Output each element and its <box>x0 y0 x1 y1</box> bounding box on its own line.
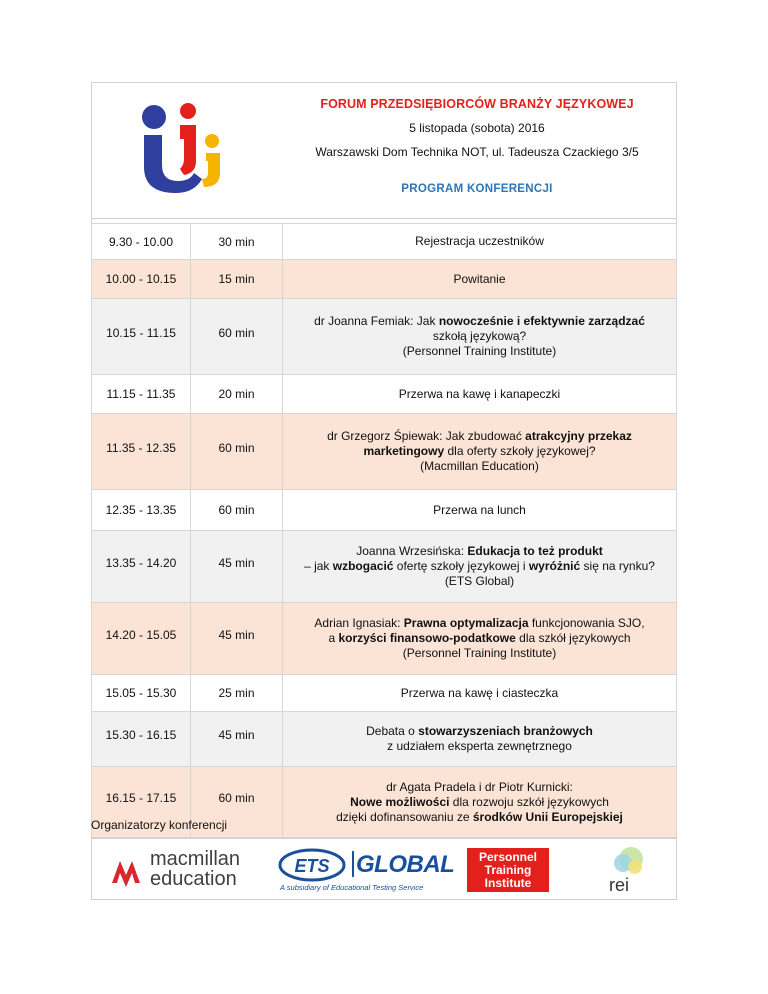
pti-logo <box>467 848 549 892</box>
row-time: 9.30 - 10.00 <box>92 224 191 260</box>
row-description <box>283 224 677 260</box>
description-line <box>283 314 676 329</box>
bold-segment: korzyści finansowo-podatkowe <box>338 631 516 645</box>
event-date: 5 listopada (sobota) 2016 <box>409 121 545 135</box>
row-duration: 20 min <box>191 375 283 414</box>
program-title: PROGRAM KONFERENCJI <box>401 183 553 195</box>
description-line <box>283 459 676 474</box>
row-description <box>283 260 677 299</box>
description-line <box>283 234 676 249</box>
row-description <box>283 767 677 838</box>
row-description <box>283 712 677 767</box>
description-line <box>283 686 676 701</box>
text-segment: dla oferty szkoły językowej? <box>444 444 596 458</box>
text-segment: z udziałem eksperta zewnętrznego <box>387 739 572 753</box>
description-line <box>283 780 676 795</box>
schedule-table <box>91 223 677 838</box>
row-description <box>283 675 677 712</box>
description-line <box>283 429 676 444</box>
row-description <box>283 531 677 603</box>
text-segment: szkołą językową? <box>432 329 527 343</box>
description-line <box>283 810 676 825</box>
description-line <box>283 739 676 754</box>
description-line <box>283 574 676 589</box>
bold-segment: Edukacja to też produkt <box>467 544 603 558</box>
row-time: 13.35 - 14.20 <box>92 531 191 603</box>
text-segment: ofertę szkoły językowej i <box>393 559 529 573</box>
bold-segment: nowocześnie i efektywnie zarządzać <box>438 314 645 328</box>
row-duration: 45 min <box>191 603 283 675</box>
row-time: 14.20 - 15.05 <box>92 603 191 675</box>
row-duration: 25 min <box>191 675 283 712</box>
row-time: 11.35 - 12.35 <box>92 414 191 490</box>
text-segment: dr Joanna Femiak: Jak <box>314 314 439 328</box>
bold-segment: stowarzyszeniach branżowych <box>418 724 593 738</box>
text-segment: a <box>328 631 339 645</box>
rei-logo <box>597 843 657 897</box>
header-text <box>282 97 672 195</box>
text-segment: Debata o <box>366 724 419 738</box>
bold-segment: Nowe możliwości <box>350 794 450 809</box>
ets-subtitle: A subsidiary of Educational Testing Service <box>280 883 424 892</box>
text-segment: (ETS Global) <box>444 574 515 588</box>
description-line <box>283 444 676 459</box>
row-description <box>283 490 677 531</box>
forum-logo <box>140 103 230 193</box>
macmillan-line1: macmillan <box>150 848 241 870</box>
ets-divider <box>352 851 354 877</box>
schedule-row <box>92 675 677 712</box>
schedule-row <box>92 260 677 299</box>
description-line <box>283 344 676 359</box>
bold-segment: wyróżnić <box>528 559 581 573</box>
text-segment: dla szkół językowych <box>515 631 631 645</box>
row-description <box>283 375 677 414</box>
ets-mark: ETS <box>294 856 330 876</box>
schedule-row <box>92 414 677 490</box>
macmillan-logo <box>110 847 270 893</box>
description-line <box>283 724 676 739</box>
row-duration: 30 min <box>191 224 283 260</box>
description-line <box>283 646 676 661</box>
row-duration: 15 min <box>191 260 283 299</box>
row-duration: 60 min <box>191 767 283 838</box>
row-duration: 45 min <box>191 712 283 767</box>
text-segment: (Macmillan Education) <box>420 459 539 473</box>
schedule-row <box>92 603 677 675</box>
organizers-label: Organizatorzy konferencji <box>91 818 228 832</box>
row-time: 12.35 - 13.35 <box>92 490 191 531</box>
row-duration: 60 min <box>191 299 283 375</box>
text-segment: Przerwa na kawę i kanapeczki <box>398 386 561 401</box>
row-description <box>283 603 677 675</box>
text-segment: Adrian Ignasiak: <box>314 616 404 630</box>
schedule-row <box>92 490 677 531</box>
header-box <box>91 82 677 219</box>
row-time: 15.30 - 16.15 <box>92 712 191 767</box>
bold-segment: wzbogacić <box>332 559 394 573</box>
schedule-row <box>92 299 677 375</box>
description-line <box>283 272 676 287</box>
row-time: 11.15 - 11.35 <box>92 375 191 414</box>
text-segment: (Personnel Training Institute) <box>402 646 557 660</box>
ets-global-text: GLOBAL <box>356 851 455 878</box>
ets-oval-icon <box>278 847 348 883</box>
row-duration: 45 min <box>191 531 283 603</box>
schedule-row <box>92 375 677 414</box>
row-duration: 60 min <box>191 490 283 531</box>
description-line <box>283 503 676 518</box>
description-line <box>283 795 676 810</box>
bold-segment: marketingowy <box>363 444 445 458</box>
bold-segment: atrakcyjny przekaz <box>525 429 632 443</box>
macmillan-line2: education <box>150 868 237 890</box>
row-time: 10.00 - 10.15 <box>92 260 191 299</box>
text-segment: funkcjonowania SJO, <box>528 616 645 630</box>
pti-line2: Training <box>484 863 532 877</box>
text-segment: się na rynku? <box>580 559 655 573</box>
description-line <box>283 616 676 631</box>
description-line <box>283 329 676 344</box>
row-time: 16.15 - 17.15 <box>92 767 191 838</box>
bold-segment: środków Unii Europejskiej <box>472 809 623 824</box>
row-description <box>283 414 677 490</box>
row-duration: 60 min <box>191 414 283 490</box>
text-segment: dr Agata Pradela i dr Piotr Kurnicki: <box>386 779 573 794</box>
text-segment: Rejestracja uczestników <box>415 234 544 248</box>
schedule-row <box>92 712 677 767</box>
description-line <box>283 559 676 574</box>
bold-segment: Prawna optymalizacja <box>403 616 529 630</box>
text-segment: Przerwa na kawę i ciasteczka <box>400 685 559 700</box>
row-time: 10.15 - 11.15 <box>92 299 191 375</box>
forum-title: FORUM PRZEDSIĘBIORCÓW BRANŻY JĘZYKOWEJ <box>320 97 634 111</box>
row-time: 15.05 - 15.30 <box>92 675 191 712</box>
description-line <box>283 544 676 559</box>
pti-line1: Personnel <box>478 850 538 864</box>
schedule-body <box>92 224 677 838</box>
text-segment: Joanna Wrzesińska: <box>356 544 468 558</box>
pti-line3: Institute <box>484 876 532 890</box>
text-segment: dr Grzegorz Śpiewak: Jak zbudować <box>327 429 526 443</box>
text-segment: Powitanie <box>453 271 506 286</box>
ets-global-logo <box>274 845 455 895</box>
text-segment: – jak <box>304 559 333 573</box>
text-segment: dla rozwoju szkół językowych <box>449 794 609 809</box>
text-segment: Przerwa na lunch <box>433 502 526 517</box>
event-venue: Warszawski Dom Technika NOT, ul. Tadeusza Czackiego 3/5 <box>315 145 639 159</box>
rei-mark: rei <box>609 875 630 895</box>
row-description <box>283 299 677 375</box>
description-line <box>283 631 676 646</box>
schedule-row <box>92 224 677 260</box>
schedule-row <box>92 531 677 603</box>
sponsor-logos <box>91 838 677 900</box>
text-segment: dzięki dofinansowaniu ze <box>336 809 473 824</box>
macmillan-mark-icon <box>110 853 144 889</box>
text-segment: (Personnel Training Institute) <box>402 344 557 358</box>
description-line <box>283 387 676 402</box>
